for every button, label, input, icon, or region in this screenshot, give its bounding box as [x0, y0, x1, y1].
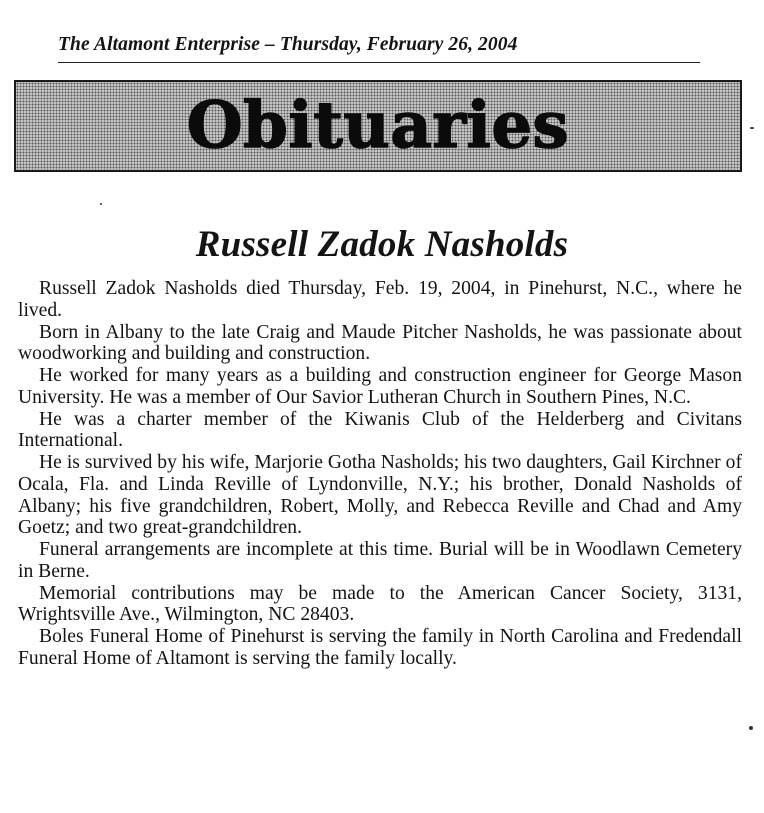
paragraph-death-notice: Russell Zadok Nasholds died Thursday, Feb. 19, 2004, in Pinehurst, N.C., where he lived.	[18, 278, 742, 321]
paragraph-funeral-homes: Boles Funeral Home of Pinehurst is serving the family in North Carolina and Fredendall Funeral Home of Altamont is serving the family locally.	[18, 626, 742, 669]
print-speck	[750, 127, 754, 129]
obituaries-banner	[14, 80, 742, 172]
banner-title: Obituaries	[186, 88, 570, 163]
article-body	[18, 278, 742, 670]
paragraph-funeral-arrangements: Funeral arrangements are incomplete at this time. Burial will be in Woodlawn Cemetery in Berne.	[18, 539, 742, 582]
paragraph-memorial-contributions: Memorial contributions may be made to the American Cancer Society, 3131, Wrightsville Ave., Wilmington, NC 28403.	[18, 582, 742, 626]
print-speck	[749, 726, 753, 730]
paragraph-career: He worked for many years as a building and construction engineer for George Mason University. He was a member of Our Savior Lutheran Church in Southern Pines, N.C.	[18, 365, 742, 408]
paragraph-birth: Born in Albany to the late Craig and Maude Pitcher Nasholds, he was passionate about woodworking and building and construction.	[18, 321, 742, 365]
article-headline: Russell Zadok Nasholds	[195, 224, 569, 265]
masthead-text: The Altamont Enterprise – Thursday, February 26, 2004	[58, 34, 518, 55]
print-speck	[100, 203, 102, 205]
masthead	[58, 32, 700, 63]
paragraph-memberships: He was a charter member of the Kiwanis Club of the Helderberg and Civitans International.	[18, 408, 742, 452]
paragraph-survivors: He is survived by his wife, Marjorie Gotha Nasholds; his two daughters, Gail Kirchner of Ocala, Fla. and Linda Reville of Lyndonville, N.Y.; his brother, Donald Nasholds of Albany; his five grandchildren, Robert, Molly, and Rebecca Reville and Chad and Amy Goetz; and two great-grandchildren.	[18, 452, 742, 539]
